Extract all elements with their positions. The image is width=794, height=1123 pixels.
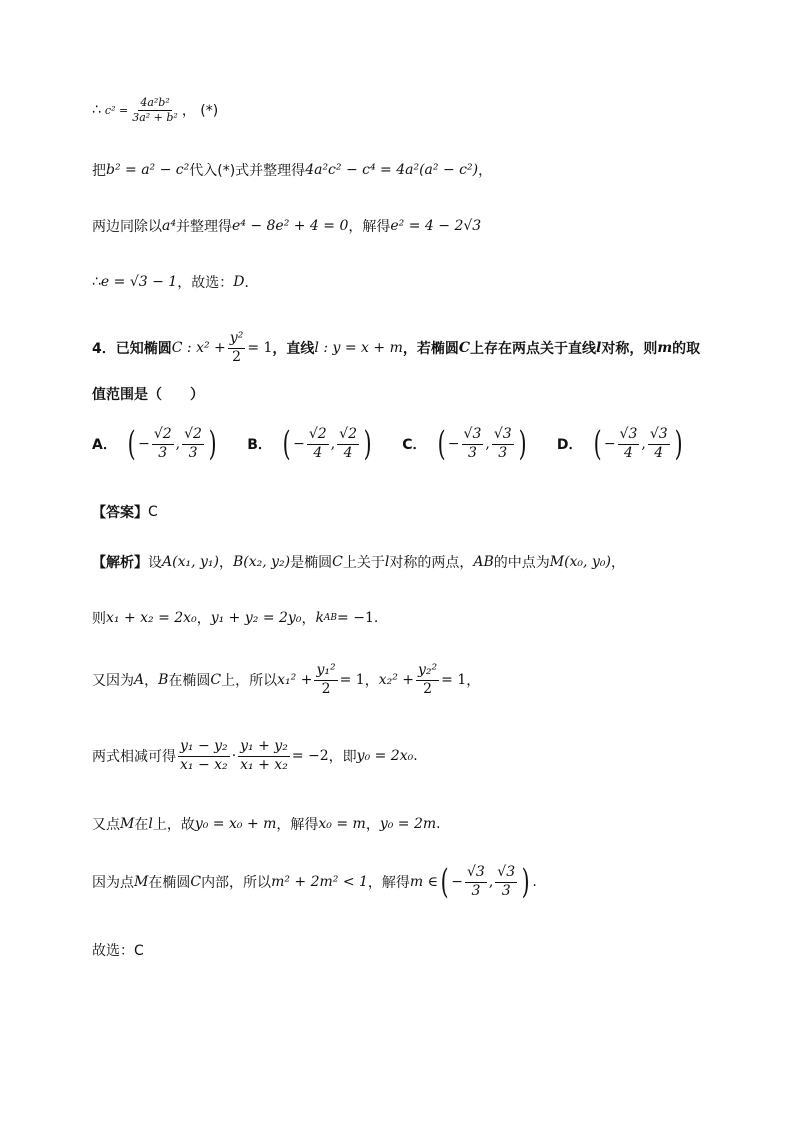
fraction-numerator: y₁ − y₂	[178, 738, 230, 757]
star-mark: ， (*)	[181, 103, 219, 120]
text-segment: ，	[144, 673, 159, 689]
solution-line-5	[92, 814, 441, 834]
y2-over-2-fraction	[228, 330, 246, 366]
text-segment: 上，所以	[221, 673, 278, 689]
math-segment: 4a²c² − c⁴ = 4a²(a² − c²)	[305, 162, 479, 178]
text-segment: .	[436, 816, 441, 832]
result-line	[92, 272, 258, 292]
fraction-numerator: √3	[648, 426, 670, 445]
text-segment: 上，故	[152, 817, 195, 833]
text-segment: ．	[244, 275, 259, 291]
divide-line	[92, 216, 481, 236]
math-segment: l	[384, 554, 390, 570]
math-segment: m	[657, 340, 673, 356]
text-segment: 并整理得	[175, 219, 232, 235]
left-paren: (	[437, 424, 446, 464]
text-segment: 两边同除以	[92, 219, 162, 235]
text-segment: ，	[365, 817, 380, 833]
right-paren: )	[518, 424, 527, 464]
question-4-stem	[92, 330, 700, 366]
math-segment: C	[458, 340, 470, 356]
text-segment: ，若椭圆	[402, 341, 459, 357]
option-c[interactable]: C． ( − $\frac{√3}{3}$ , $\frac{√3}{3}$ )	[402, 424, 527, 464]
math-segment: C	[190, 874, 202, 890]
text-segment: ，	[478, 163, 493, 179]
text-segment: ，故选：	[177, 275, 234, 291]
choice-letter: D	[233, 274, 245, 290]
fraction-numerator: y₁²	[314, 662, 337, 681]
math-segment: C : x² +	[171, 340, 226, 356]
text-segment: ，即	[328, 749, 357, 765]
math-segment: m² + 2m² < 1	[271, 874, 368, 890]
answer-tag: 【答案】	[92, 505, 148, 521]
fraction-numerator: 4a²b²	[140, 96, 170, 109]
fraction-numerator: √3	[492, 426, 514, 445]
text-segment: ，解得	[276, 817, 319, 833]
text-segment: ，直线	[272, 341, 315, 357]
math-segment: x₁ + x₂ = 2x₀	[106, 610, 197, 626]
left-paren: (	[282, 424, 291, 464]
right-paren: )	[208, 424, 217, 464]
text-segment: 内部，所以	[201, 875, 272, 891]
math-segment: M(x₀, y₀)	[549, 554, 611, 570]
math-segment: = 1	[247, 340, 273, 356]
question-4-stem-cont: 值范围是（ ）	[92, 387, 204, 403]
text-segment: 把	[92, 163, 106, 179]
text-segment: 又因为	[92, 673, 134, 689]
text-segment: 设	[148, 555, 162, 571]
math-segment: B(x₂, y₂)	[232, 554, 291, 570]
text-segment: .	[413, 748, 418, 764]
fraction-denominator: 4	[654, 444, 664, 461]
fraction-numerator: √3	[465, 864, 487, 883]
math-segment: m ∈	[409, 874, 439, 890]
math-segment: B	[158, 672, 169, 688]
option-label: A．	[92, 437, 117, 453]
fraction-numerator: √3	[495, 864, 517, 883]
options-row	[92, 426, 713, 462]
math-segment: a⁴	[162, 218, 176, 234]
solution-line-6: 因为点 M 在椭圆 C 内部，所以 m² + 2m² < 1 ，解得 m ∈ ( − $\frac{√3}{3}$ , $\frac{√3}{3}$ ) .	[92, 862, 537, 902]
fraction-numerator: √2	[337, 426, 359, 445]
math-segment: C	[332, 554, 343, 570]
fraction-denominator: 4	[343, 444, 353, 461]
fraction-denominator: 2	[423, 680, 433, 697]
text-segment: ，	[364, 673, 379, 689]
math-segment: e² = 4 − 2√3	[390, 218, 482, 234]
math-segment: C	[210, 672, 222, 688]
text-segment: .	[532, 874, 537, 890]
fraction-denominator: 3	[188, 444, 198, 461]
fraction-numerator: √2	[307, 426, 329, 445]
text-segment: 的取	[672, 341, 701, 357]
question-number: 4．已知椭圆	[92, 341, 172, 357]
math-segment: k	[315, 610, 324, 626]
text-segment: 在椭圆	[148, 875, 191, 891]
therefore-symbol: ∴	[92, 274, 101, 290]
text-segment: ，	[218, 555, 233, 571]
math-segment: = −1.	[337, 610, 379, 626]
math-segment: M	[134, 874, 149, 890]
text-segment: 两式相减可得	[92, 749, 176, 765]
text-segment: 因为点	[92, 875, 134, 891]
math-segment: y₀ = 2x₀	[356, 748, 414, 764]
text-segment: 上存在两点关于直线	[470, 341, 596, 357]
text-segment: 则	[92, 611, 106, 627]
option-d[interactable]: D． ( − $\frac{√3}{4}$ , $\frac{√3}{4}$ )	[556, 424, 683, 464]
option-label: D．	[556, 437, 583, 453]
fraction-denominator: 4	[624, 444, 633, 461]
left-paren: (	[440, 862, 449, 902]
math-segment: ·	[231, 748, 237, 764]
left-paren: (	[127, 424, 136, 464]
math-segment: M	[120, 816, 135, 832]
fraction-denominator: 3	[468, 444, 477, 461]
right-paren: )	[521, 862, 530, 902]
math-segment: = 1	[441, 672, 467, 688]
solution-line-4	[92, 738, 418, 774]
text-segment: 的中点为	[493, 555, 550, 571]
fraction-denominator: 3	[501, 882, 511, 899]
math-segment: x₁² +	[277, 672, 313, 688]
fraction-numerator: y₁ + y₂	[238, 738, 290, 757]
fraction-denominator: x₁ + x₂	[240, 756, 288, 773]
answer-line	[92, 502, 158, 522]
math-segment: l	[148, 816, 153, 832]
text-segment: ，解得	[367, 875, 410, 891]
math-segment: e⁴ − 8e² + 4 = 0	[231, 218, 349, 234]
text-segment: 在	[134, 817, 149, 833]
option-label: C．	[402, 437, 427, 453]
text-segment: ，	[301, 611, 316, 627]
text-segment: ，	[610, 555, 625, 571]
analysis-tag: 【解析】	[92, 555, 148, 571]
option-label: B．	[247, 437, 272, 453]
fraction-numerator: √2	[182, 426, 204, 445]
right-paren: )	[363, 424, 372, 464]
math-segment: = 1	[339, 672, 365, 688]
option-b[interactable]: B． ( − $\frac{√2}{4}$ , $\frac{√2}{4}$ )	[247, 424, 372, 464]
right-paren: )	[674, 424, 683, 464]
math-segment: A(x₁, y₁)	[162, 554, 219, 570]
math-segment: A	[134, 672, 145, 688]
math-segment: x₀ = m	[318, 816, 366, 832]
text-segment: ，	[196, 611, 211, 627]
fraction-numerator: √3	[462, 426, 484, 445]
text-segment: ，	[466, 673, 481, 689]
fraction-denominator: 3a² + b²	[132, 110, 178, 124]
math-segment: e = √3 − 1	[100, 274, 178, 290]
math-segment: x₂² +	[378, 672, 414, 688]
text-segment: 又点	[92, 817, 120, 833]
solution-line-1	[92, 552, 625, 572]
option-a[interactable]: A． ( − $\frac{√2}{3}$ , $\frac{√2}{3}$ )	[92, 424, 217, 464]
fraction-denominator: 2	[232, 348, 241, 365]
formula-c2	[92, 96, 218, 125]
text-segment: 代入(*)式并整理得	[189, 163, 306, 179]
math-segment: b² = a² − c²	[106, 162, 190, 178]
fraction-denominator: 4	[313, 444, 323, 461]
math-segment: AB	[473, 554, 494, 570]
math-segment: y₀ = 2m	[379, 816, 437, 832]
text-segment: ，解得	[348, 219, 391, 235]
fraction-numerator: √3	[618, 426, 640, 445]
fraction-numerator: y²	[228, 330, 246, 349]
solution-line-2	[92, 608, 378, 628]
text-segment: 在椭圆	[168, 673, 211, 689]
fraction-denominator: x₁ − x₂	[180, 756, 228, 773]
answer-value: C	[148, 504, 158, 520]
text-segment: 是椭圆	[290, 555, 333, 571]
text-segment: 对称，则	[601, 341, 658, 357]
math-segment: l	[596, 340, 602, 356]
fraction-denominator: 2	[321, 680, 331, 697]
fraction-denominator: 3	[158, 444, 168, 461]
subscript: AB	[323, 613, 338, 623]
fraction-denominator: 3	[471, 882, 481, 899]
text-segment: 上关于	[342, 555, 385, 571]
math-segment: y₁ + y₂ = 2y₀	[210, 610, 302, 626]
math-segment: = −2	[291, 748, 329, 764]
math-segment: y₀ = x₀ + m	[194, 816, 277, 832]
left-paren: (	[593, 424, 602, 464]
fraction-denominator: 3	[498, 444, 508, 461]
fraction-numerator: y₂²	[416, 662, 439, 681]
c2-lhs: c² =	[104, 103, 129, 117]
text-segment: 对称的两点，	[389, 555, 474, 571]
solution-line-3	[92, 662, 480, 698]
math-segment: l : y = x + m	[314, 340, 403, 356]
substitution-line	[92, 160, 492, 180]
fraction-numerator: √2	[152, 426, 174, 445]
solution-line-7: 故选：C	[92, 943, 144, 959]
c2-fraction	[130, 96, 180, 125]
therefore-symbol: ∴	[92, 102, 101, 119]
